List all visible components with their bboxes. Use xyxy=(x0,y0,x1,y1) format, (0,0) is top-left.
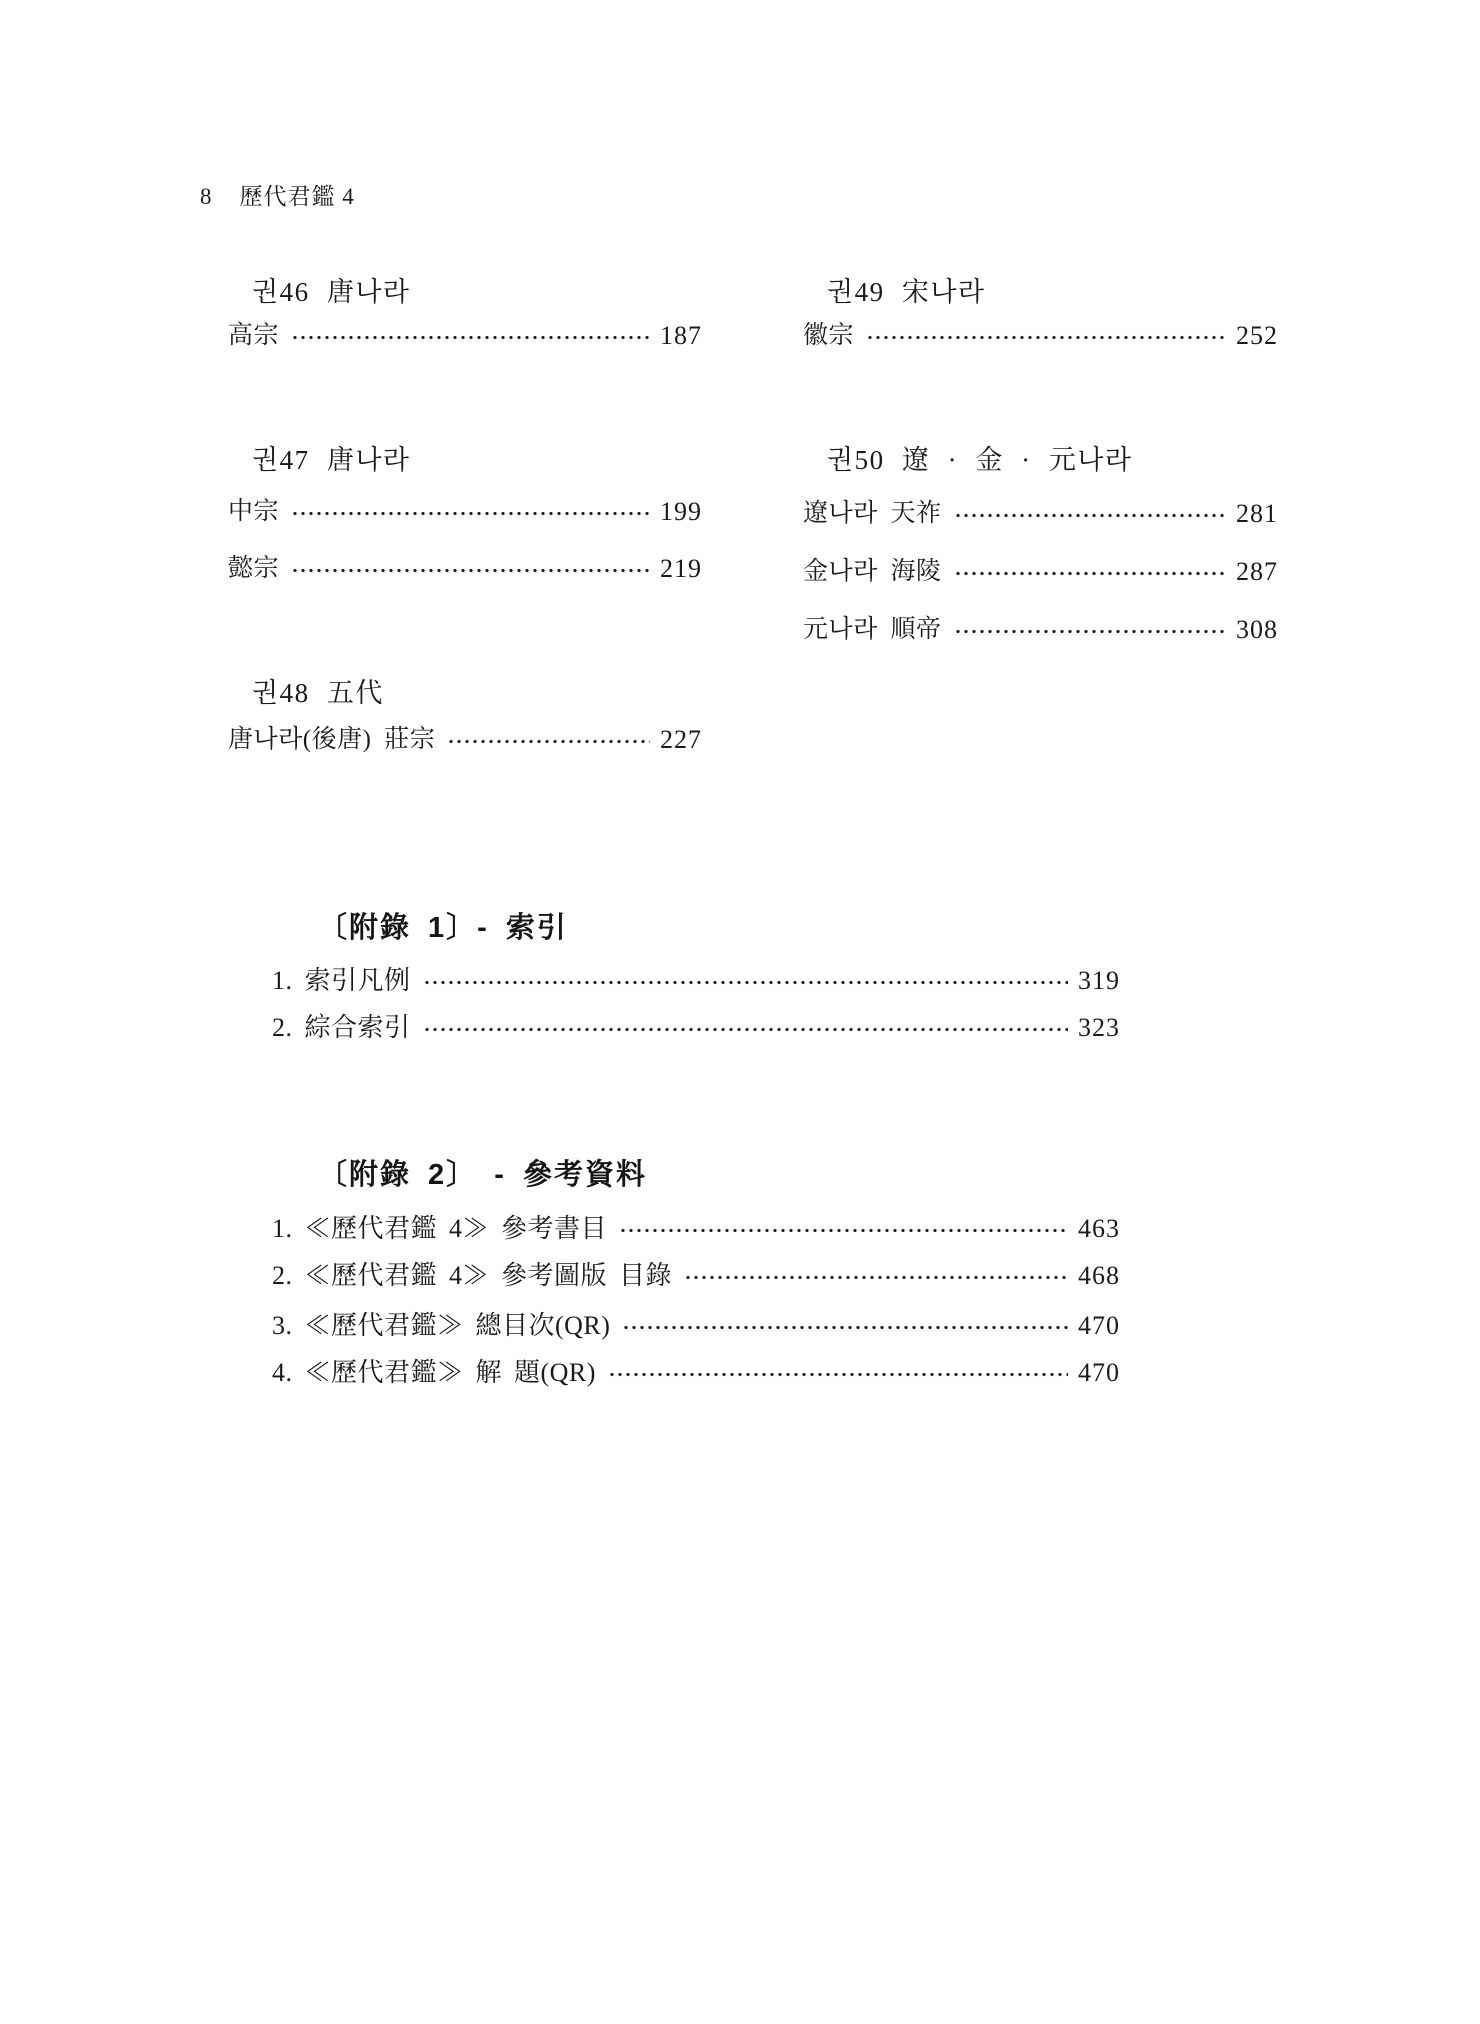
toc-entry-label: 唐나라(後唐) 莊宗 xyxy=(228,726,436,753)
appendix-heading: 〔附錄 1〕- 索引 xyxy=(318,912,568,944)
toc-entry-page: 287 xyxy=(1236,557,1278,586)
appendix-entry-label: 3. ≪歷代君鑑≫ 總目次(QR) xyxy=(272,1311,611,1340)
appendix-entry xyxy=(272,1212,1120,1246)
toc-entry-label: 金나라 海陵 xyxy=(803,558,942,585)
toc-entry-page: 252 xyxy=(1236,321,1278,350)
appendix-entry-page: 470 xyxy=(1078,1358,1120,1387)
toc-entry-page: 219 xyxy=(660,554,702,583)
toc-section-heading: 권50 遼 · 金 · 元나라 xyxy=(827,445,1133,475)
toc-section-heading: 권48 五代 xyxy=(252,678,384,708)
dot-leader xyxy=(423,1025,1068,1034)
toc-entry-label: 中宗 xyxy=(228,498,280,525)
appendix-entry-page: 319 xyxy=(1078,966,1120,995)
running-head-book-title: 歷代君鑑 4 xyxy=(239,184,355,209)
toc-entry-label: 元나라 順帝 xyxy=(803,616,942,643)
appendix-entry-page: 470 xyxy=(1078,1311,1120,1340)
appendix-entry xyxy=(272,1011,1120,1045)
dot-leader xyxy=(684,1273,1068,1282)
appendix-entry-label: 1. 索引凡例 xyxy=(272,966,411,995)
appendix-entry xyxy=(272,1309,1120,1343)
appendix-entry-page: 468 xyxy=(1078,1261,1120,1290)
toc-entry-page: 187 xyxy=(660,321,702,350)
appendix-entry-label: 4. ≪歷代君鑑≫ 解 題(QR) xyxy=(272,1358,596,1387)
appendix-entry-page: 463 xyxy=(1078,1214,1120,1243)
dot-leader xyxy=(423,978,1068,987)
running-head-page-number: 8 xyxy=(200,184,213,209)
appendix-entry-label: 1. ≪歷代君鑑 4≫ 參考書目 xyxy=(272,1214,608,1243)
toc-entry-label: 徽宗 xyxy=(803,322,855,349)
appendix-entry-label: 2. ≪歷代君鑑 4≫ 參考圖版 目錄 xyxy=(272,1261,673,1290)
dot-leader xyxy=(622,1323,1068,1332)
toc-entry-label: 懿宗 xyxy=(228,555,280,582)
appendix-entry xyxy=(272,964,1120,998)
toc-entry-page: 308 xyxy=(1236,615,1278,644)
appendix-heading: 〔附錄 2〕 - 參考資料 xyxy=(318,1159,647,1191)
toc-entry-label: 遼나라 天祚 xyxy=(803,500,942,527)
appendix-entry xyxy=(272,1259,1120,1293)
dot-leader xyxy=(608,1370,1068,1379)
appendix-entry-label: 2. 綜合索引 xyxy=(272,1013,411,1042)
toc-section-heading: 권46 唐나라 xyxy=(252,277,411,307)
dot-leader xyxy=(619,1226,1068,1235)
toc-section-heading: 권47 唐나라 xyxy=(252,445,411,475)
appendix-area xyxy=(272,0,1120,2024)
toc-entry-page: 281 xyxy=(1236,499,1278,528)
appendix-entry xyxy=(272,1356,1120,1390)
toc-section-heading: 권49 宋나라 xyxy=(827,277,986,307)
toc-entry-page: 227 xyxy=(660,725,702,754)
appendix-entry-page: 323 xyxy=(1078,1013,1120,1042)
toc-entry-page: 199 xyxy=(660,497,702,526)
toc-entry-label: 高宗 xyxy=(228,322,280,349)
